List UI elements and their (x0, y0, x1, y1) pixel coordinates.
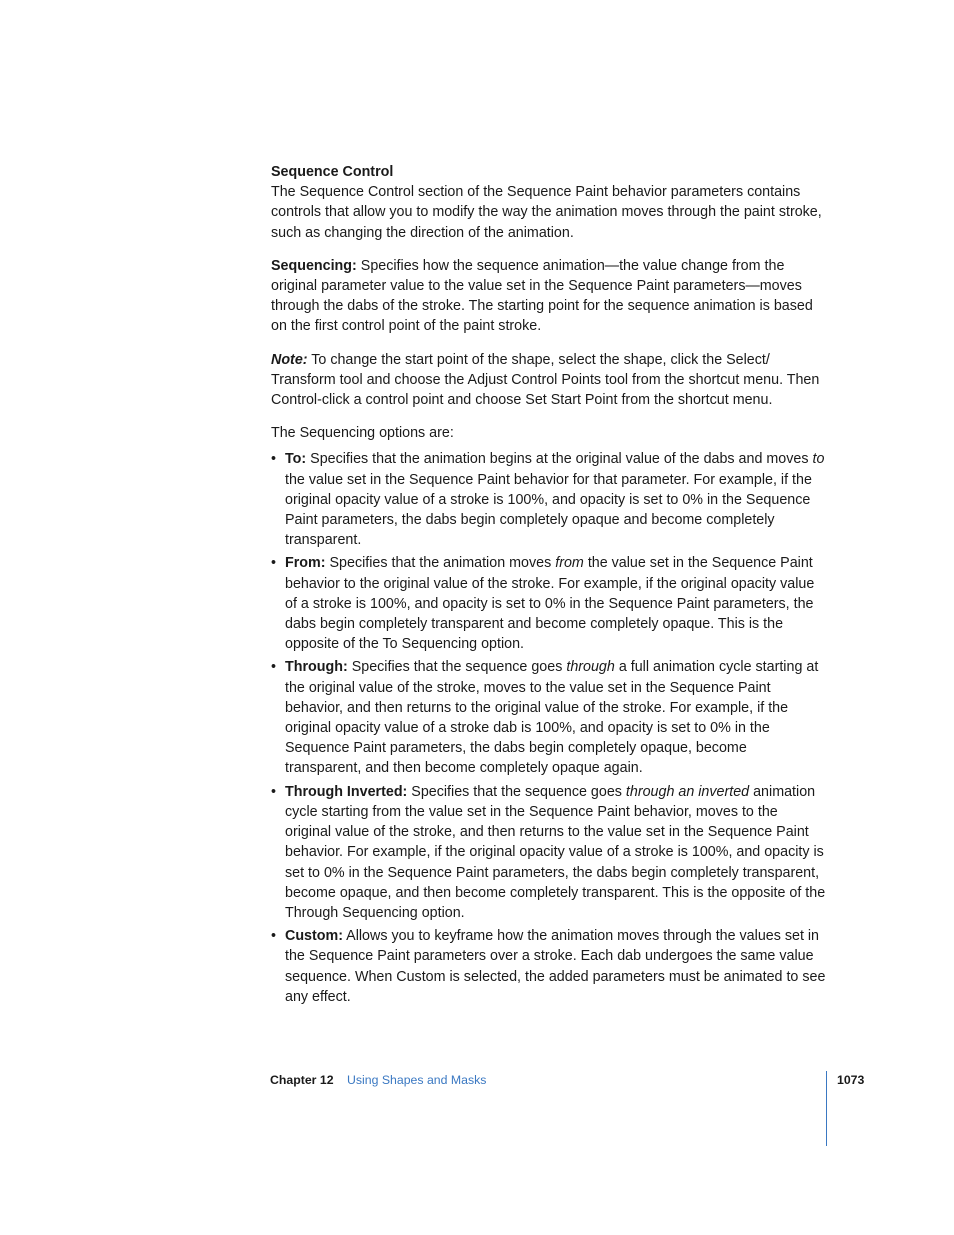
list-item (271, 553, 827, 654)
option-text: animation cycle starting from the value set in the Sequence Paint behavior, moves to the original value of the stroke, and then returns to the value set in the Sequence Paint behavior. For example, if the original opacity value of a stroke is 100%, and opacity is set to 0% in the Sequence Paint parameters, the dabs begin completely transparent, become opaque, and then become completely transparent. This is the opposite of the Through Sequencing option. (285, 783, 826, 921)
option-text: Specifies that the sequence goes (411, 783, 622, 800)
option-label: Custom: (285, 928, 343, 945)
option-emphasis: through an inverted (625, 783, 750, 800)
option-emphasis: through (566, 659, 615, 676)
sequencing-label: Sequencing: (271, 257, 357, 274)
sequencing-options-list (271, 449, 827, 1006)
option-label: Through Inverted: (285, 783, 408, 800)
footer-divider (826, 1071, 827, 1146)
list-item (271, 926, 827, 1007)
bullet: • (271, 783, 277, 800)
note-text: To change the start point of the shape, select the shape, click the Select/ Transform tool and choose the Adjust Control Points tool from the shortcut menu. Then Control-click a control point and choose Set Start Point from the shortcut menu. (271, 351, 820, 409)
option-text: Allows you to keyframe how the animation moves through the values set in the Sequence Paint parameters over a stroke. Each dab undergoes the same value sequence. When Custom is selected, the added parameters must be animated to see any effect. (285, 928, 826, 1005)
sequencing-text: Specifies how the sequence animation—the value change from the original parameter value to the value set in the Sequence Paint parameters—moves through the dabs of the stroke. The starting point for the sequence animation is based on the first control point of the paint stroke. (271, 257, 813, 335)
bullet: • (271, 451, 277, 468)
bullet: • (271, 928, 277, 945)
option-text: the value set in the Sequence Paint behavior for that parameter. For example, if the original opacity value of a stroke is 100%, and opacity is set to 0% in the Sequence Paint parameters, the dabs begin completely opaque and become completely transparent. (285, 471, 812, 549)
list-item (271, 782, 827, 923)
page-footer (270, 1073, 486, 1087)
bullet: • (271, 555, 277, 572)
chapter-title-link[interactable]: Using Shapes and Masks (346, 1073, 487, 1087)
page-content (271, 162, 827, 1010)
option-text: Specifies that the sequence goes (351, 659, 563, 676)
page-number: 1073 (837, 1073, 865, 1087)
bullet: • (271, 659, 277, 676)
option-label: To: (285, 451, 307, 468)
option-label: Through: (285, 659, 348, 676)
option-label: From: (285, 555, 326, 572)
section-title: Sequence Control (271, 164, 394, 180)
section-intro: The Sequence Control section of the Sequence Paint behavior parameters contains controls that allow you to modify the way the animation moves through the paint stroke, such as changing the direction of the animation. (271, 184, 822, 241)
options-intro: The Sequencing options are: (271, 425, 454, 442)
list-item (271, 449, 827, 550)
option-text: Specifies that the animation moves (329, 555, 552, 572)
sequencing-paragraph (271, 256, 827, 337)
option-emphasis: from (555, 555, 584, 572)
option-text: Specifies that the animation begins at the original value of the dabs and moves (310, 451, 809, 468)
chapter-label: Chapter 12 (270, 1073, 334, 1087)
option-text: a full animation cycle starting at the original value of the stroke, moves to the value set in the Sequence Paint behavior, and then returns to the original value of the stroke. For example, if the original opacity value of a stroke dab is 100%, and opacity is set to 0% in the Sequence Paint parameters, the dabs begin completely opaque, become transparent, and then become completely opaque again. (285, 659, 819, 777)
option-text: the value set in the Sequence Paint behavior to the original value of the stroke. For example, if the original opacity value of a stroke is 100%, and opacity is set to 0% in the Sequence Paint parameters, the dabs begin completely transparent and become completely opaque. This is the opposite of the To Sequencing option. (285, 555, 815, 653)
note-label: Note: (271, 351, 308, 368)
note-paragraph (271, 350, 827, 411)
option-emphasis: to (812, 451, 825, 468)
list-item (271, 657, 827, 778)
